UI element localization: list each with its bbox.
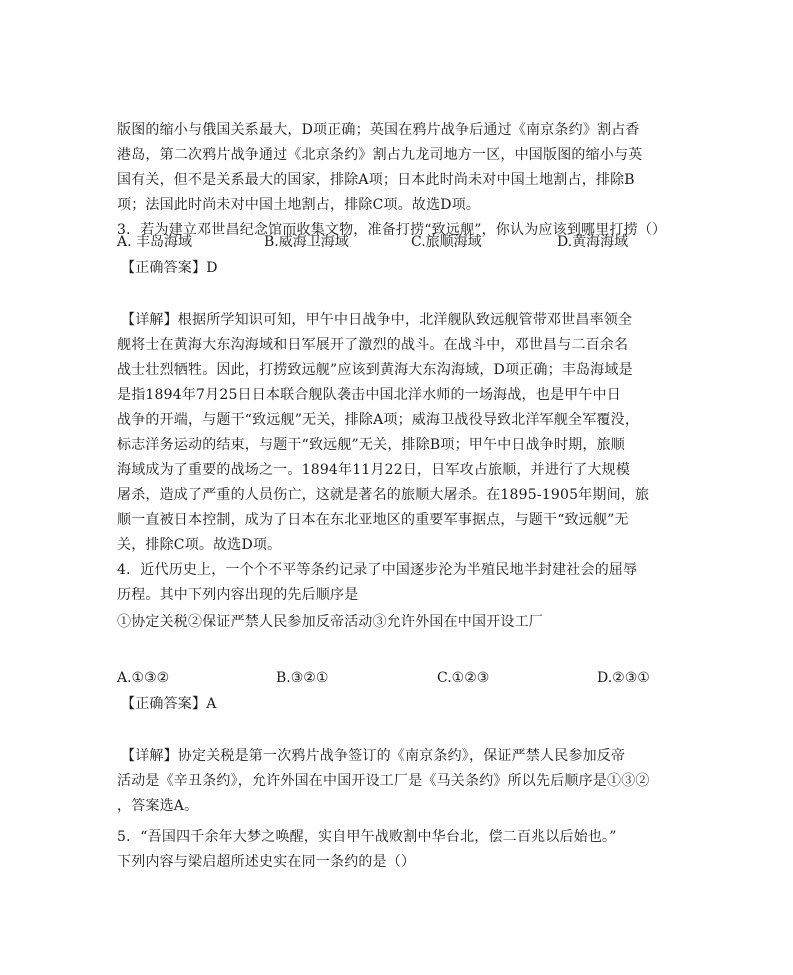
question-3-detail-line: 屠杀，造成了严重的人员伤亡，这就是著名的旅顺大屠杀。在1895-1905年期间，旅	[117, 487, 650, 503]
intro-line: 版图的缩小与俄国关系最大，D项正确；英国在鸦片战争后通过《南京条约》割占香	[117, 122, 640, 138]
question-3-answer: 【正确答案】D	[121, 260, 218, 276]
intro-line: 港岛，第二次鸦片战争通过《北京条约》割占九龙司地方一区，中国版图的缩小与英	[117, 147, 643, 163]
question-4-detail-line: 【详解】协定关税是第一次鸦片战争签订的《南京条约》，保证严禁人民参加反帝	[121, 748, 626, 764]
question-3-detail-line: 舰将士在黄海大东沟海域和日军展开了激烈的战斗。在战斗中，邓世昌与二百余名	[117, 337, 629, 353]
question-4-items: ①协定关税②保证严禁人民参加反帝活动③允许外国在中国开设工厂	[117, 614, 543, 630]
question-3-detail-line: 【详解】根据所学知识可知，甲午中日战争中，北洋舰队致远舰管带邓世昌率领全	[121, 312, 633, 328]
question-3-detail-line: 是指1894年7月25日日本联合舰队袭击中国北洋水师的一场海战，也是甲午中日	[117, 387, 621, 403]
intro-line: 项；法国此时尚未对中国土地割占，排除C项。故选D项。	[117, 197, 481, 213]
question-3-stem: 3．若为建立邓世昌纪念馆而收集文物，准备打捞“致远舰”，你认为应该到哪里打捞（）	[117, 222, 667, 238]
question-3-detail-line: 标志洋务运动的结束，与题干“致远舰”无关，排除B项；甲午中日战争时期，旅顺	[117, 437, 626, 453]
question-5-stem: 5．“吾国四千余年大梦之唤醒，实自甲午战败割中华台北，偿二百兆以后始也。”	[117, 829, 617, 845]
question-4-option-c: C.①②③	[437, 670, 490, 686]
question-4-stem: 4．近代历史上，一个个不平等条约记录了中国逐步沦为半殖民地半封建社会的屈辱	[117, 562, 638, 578]
question-3-detail-line: 战士壮烈牺牲。因此，打捞致远舰”应该到黄海大东沟海域，D项正确；丰岛海域是	[117, 362, 633, 378]
question-3-option-a: A. 丰岛海域	[117, 234, 193, 250]
question-4-stem: 历程。其中下列内容出现的先后顺序是	[117, 587, 359, 603]
question-4-detail-line: 活动是《辛丑条约》，允许外国在中国开设工厂是《马关条约》所以先后顺序是①③②	[117, 773, 650, 789]
question-4-option-b: B.③②①	[276, 670, 329, 686]
question-4-answer: 【正确答案】A	[121, 696, 217, 712]
question-3-detail-line: 海域成为了重要的战场之一。1894年11月22日，日军攻占旅顺，并进行了大规模	[117, 462, 631, 478]
question-3-detail-line: 关，排除C项。故选D项。	[117, 537, 282, 553]
question-3-detail-line: 顺一直被日本控制，成为了日本在东北亚地区的重要军事据点，与题干“致远舰”无	[117, 512, 629, 528]
question-4-detail-line: ，答案选A。	[117, 798, 199, 814]
question-4-option-a: A.①③②	[117, 670, 170, 686]
question-3-option-c: C.旅顺海域	[411, 234, 482, 250]
question-3-detail-line: 战争的开端，与题干“致远舰”无关，排除A项；威海卫战役导致北洋军舰全军覆没，	[117, 412, 640, 428]
question-3-option-d: D.黄海海域	[557, 234, 629, 250]
question-5-stem: 下列内容与梁启超所述史实在同一条约的是（）	[117, 854, 416, 870]
question-3-option-b: B.威海卫海域	[264, 234, 349, 250]
question-4-option-d: D.②③①	[597, 670, 650, 686]
intro-line: 国有关，但不是关系最大的国家，排除A项；日本此时尚未对中国土地割占，排除B	[117, 172, 635, 188]
